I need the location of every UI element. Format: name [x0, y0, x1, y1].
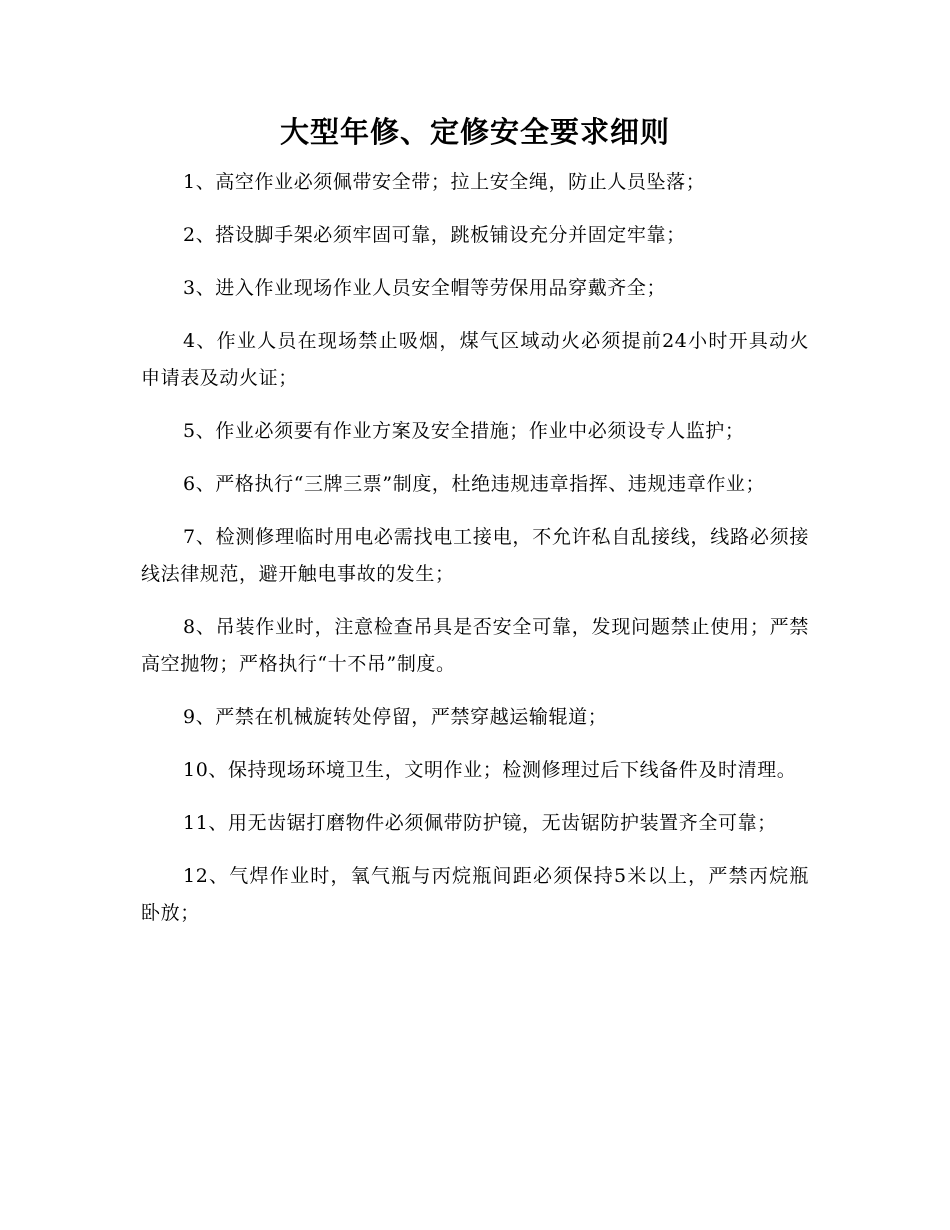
- rule-paragraph-6: 6、严格执行“三牌三票”制度，杜绝违规违章指挥、违规违章作业；: [183, 473, 766, 495]
- rule-paragraph-5: 5、作业必须要有作业方案及安全措施；作业中必须设专人监护；: [183, 420, 745, 442]
- rule-paragraph-2: 2、搭设脚手架必须牢固可靠，跳板铺设充分并固定牢靠；: [183, 224, 686, 246]
- rule-paragraph-10: 10、保持现场环境卫生，文明作业；检测修理过后下线备件及时清理。: [183, 759, 797, 781]
- document-title: 大型年修、定修安全要求细则: [279, 115, 670, 149]
- rule-paragraph-9: 9、严禁在机械旋转处停留，严禁穿越运输辊道；: [183, 706, 608, 728]
- rule-paragraph-1: 1、高空作业必须佩带安全带；拉上安全绳，防止人员坠落；: [183, 171, 706, 193]
- rule-paragraph-3: 3、进入作业现场作业人员安全帽等劳保用品穿戴齐全；: [183, 277, 667, 299]
- rule-paragraph-12: 12、气焊作业时，氧气瓶与丙烷瓶间距必须保持5米以上，严禁丙烷瓶卧放；: [141, 865, 809, 924]
- rule-paragraph-7: 7、检测修理临时用电必需找电工接电，不允许私自乱接线，线路必须接线法律规范，避开触电事故的发生；: [141, 526, 809, 585]
- rule-paragraph-11: 11、用无齿锯打磨物件必须佩带防护镜，无齿锯防护装置齐全可靠；: [183, 812, 777, 834]
- document-body: [141, 164, 809, 948]
- rule-paragraph-8: 8、吊装作业时，注意检查吊具是否安全可靠，发现问题禁止使用；严禁高空抛物；严格执行“十不吊”制度。: [141, 616, 809, 675]
- rule-paragraph-4: 4、作业人员在现场禁止吸烟，煤气区域动火必须提前24小时开具动火申请表及动火证；: [141, 330, 809, 389]
